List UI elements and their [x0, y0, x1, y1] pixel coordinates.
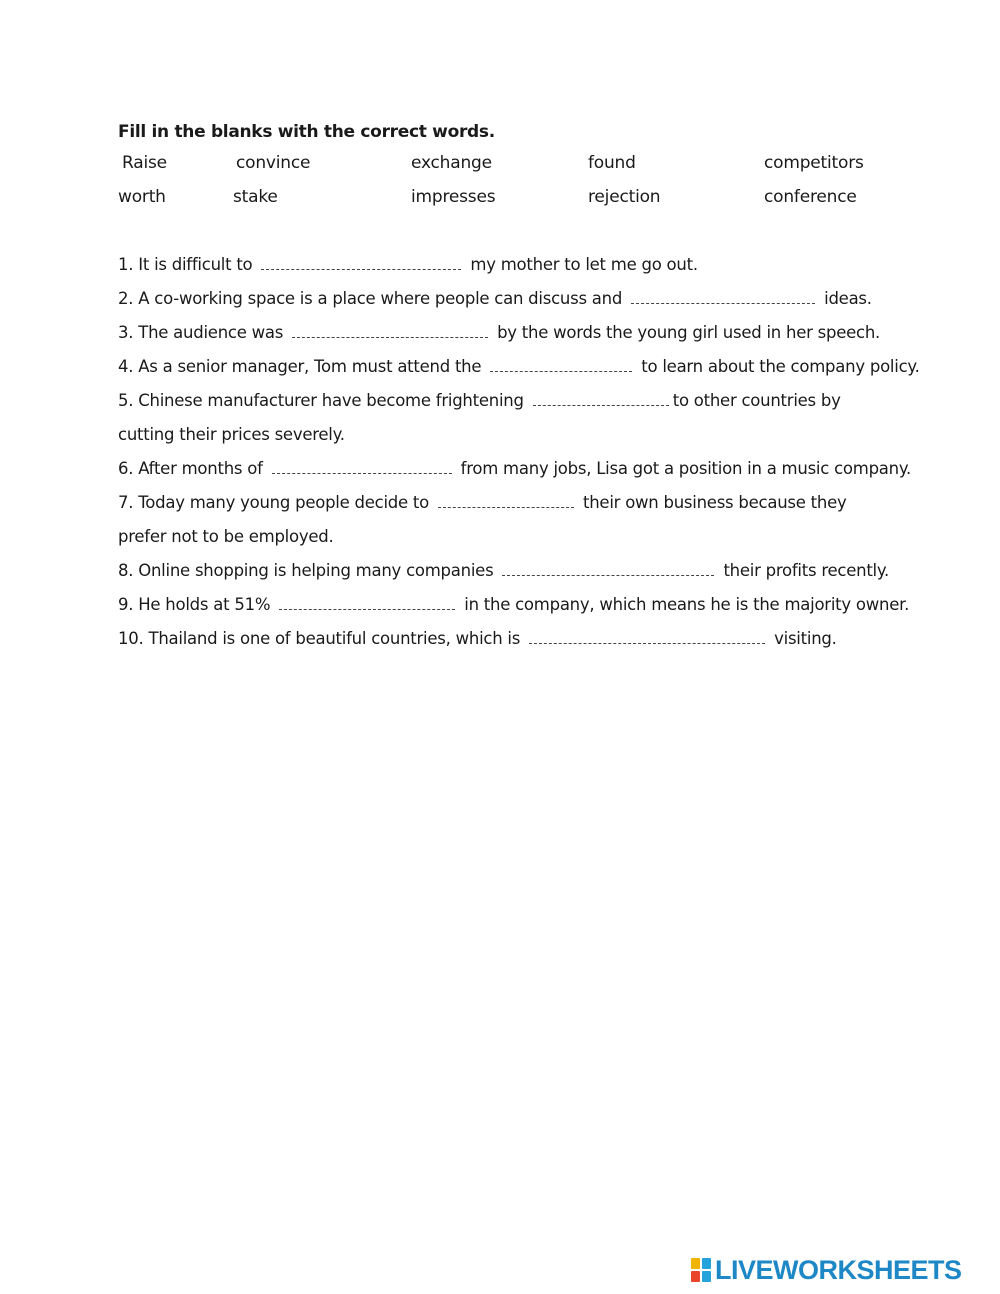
question-text: 1. It is difficult to	[118, 255, 253, 274]
question-text: in the company, which means he is the majority owner.	[464, 595, 910, 614]
answer-blank[interactable]	[292, 323, 488, 338]
question-7	[118, 486, 873, 554]
word-bank-word: found	[588, 153, 636, 173]
question-list	[118, 248, 920, 656]
question-10	[118, 622, 888, 656]
question-3	[118, 316, 888, 350]
question-text: 10. Thailand is one of beautiful countries, which is	[118, 629, 521, 648]
question-2	[118, 282, 888, 316]
question-text: by the words the young girl used in her speech.	[497, 323, 881, 342]
question-text: ideas.	[824, 289, 872, 308]
liveworksheets-logo	[690, 1256, 962, 1284]
question-text: 2. A co-working space is a place where people can discuss and	[118, 289, 623, 308]
question-8	[118, 554, 888, 588]
question-text: to other countries by cutting their prices severely.	[118, 391, 841, 444]
answer-blank[interactable]	[261, 255, 461, 270]
word-bank-word: competitors	[764, 153, 864, 173]
question-text: visiting.	[774, 629, 837, 648]
question-text: 5. Chinese manufacturer have become frightening	[118, 391, 524, 410]
word-bank	[118, 146, 888, 214]
word-bank-word: exchange	[411, 153, 492, 173]
question-text: 9. He holds at 51%	[118, 595, 271, 614]
answer-blank[interactable]	[533, 391, 669, 406]
logo-text: LIVEWORKSHEETS	[715, 1254, 962, 1285]
answer-blank[interactable]	[279, 595, 455, 610]
answer-blank[interactable]	[502, 561, 714, 576]
question-text: to learn about the company policy.	[641, 357, 920, 376]
word-bank-word: rejection	[588, 187, 661, 207]
question-text: 3. The audience was	[118, 323, 284, 342]
question-text: 4. As a senior manager, Tom must attend the	[118, 357, 482, 376]
question-1	[118, 248, 888, 282]
word-bank-word: convince	[236, 153, 311, 173]
question-text: from many jobs, Lisa got a position in a music company.	[460, 459, 912, 478]
word-bank-word: impresses	[411, 187, 496, 207]
worksheet	[118, 118, 920, 656]
answer-blank[interactable]	[438, 493, 574, 508]
word-bank-row-1	[118, 146, 888, 180]
question-5	[118, 384, 873, 452]
question-4	[118, 350, 920, 384]
question-text: 6. After months of	[118, 459, 263, 478]
liveworksheets-logo-icon	[690, 1257, 712, 1283]
question-text: their profits recently.	[723, 561, 890, 580]
instruction-heading: Fill in the blanks with the correct words.	[118, 122, 495, 142]
word-bank-word: worth	[118, 187, 166, 207]
question-text: 7. Today many young people decide to	[118, 493, 429, 512]
word-bank-word: conference	[764, 187, 857, 207]
answer-blank[interactable]	[529, 629, 765, 644]
question-6	[118, 452, 912, 486]
question-text: their own business because they prefer not to be employed.	[118, 493, 847, 546]
answer-blank[interactable]	[272, 459, 452, 474]
question-text: my mother to let me go out.	[470, 255, 698, 274]
question-9	[118, 588, 910, 622]
answer-blank[interactable]	[490, 357, 632, 372]
answer-blank[interactable]	[631, 289, 815, 304]
question-text: 8. Online shopping is helping many companies	[118, 561, 494, 580]
word-bank-row-2	[118, 180, 888, 214]
word-bank-word: stake	[233, 187, 278, 207]
word-bank-word: Raise	[122, 153, 167, 173]
